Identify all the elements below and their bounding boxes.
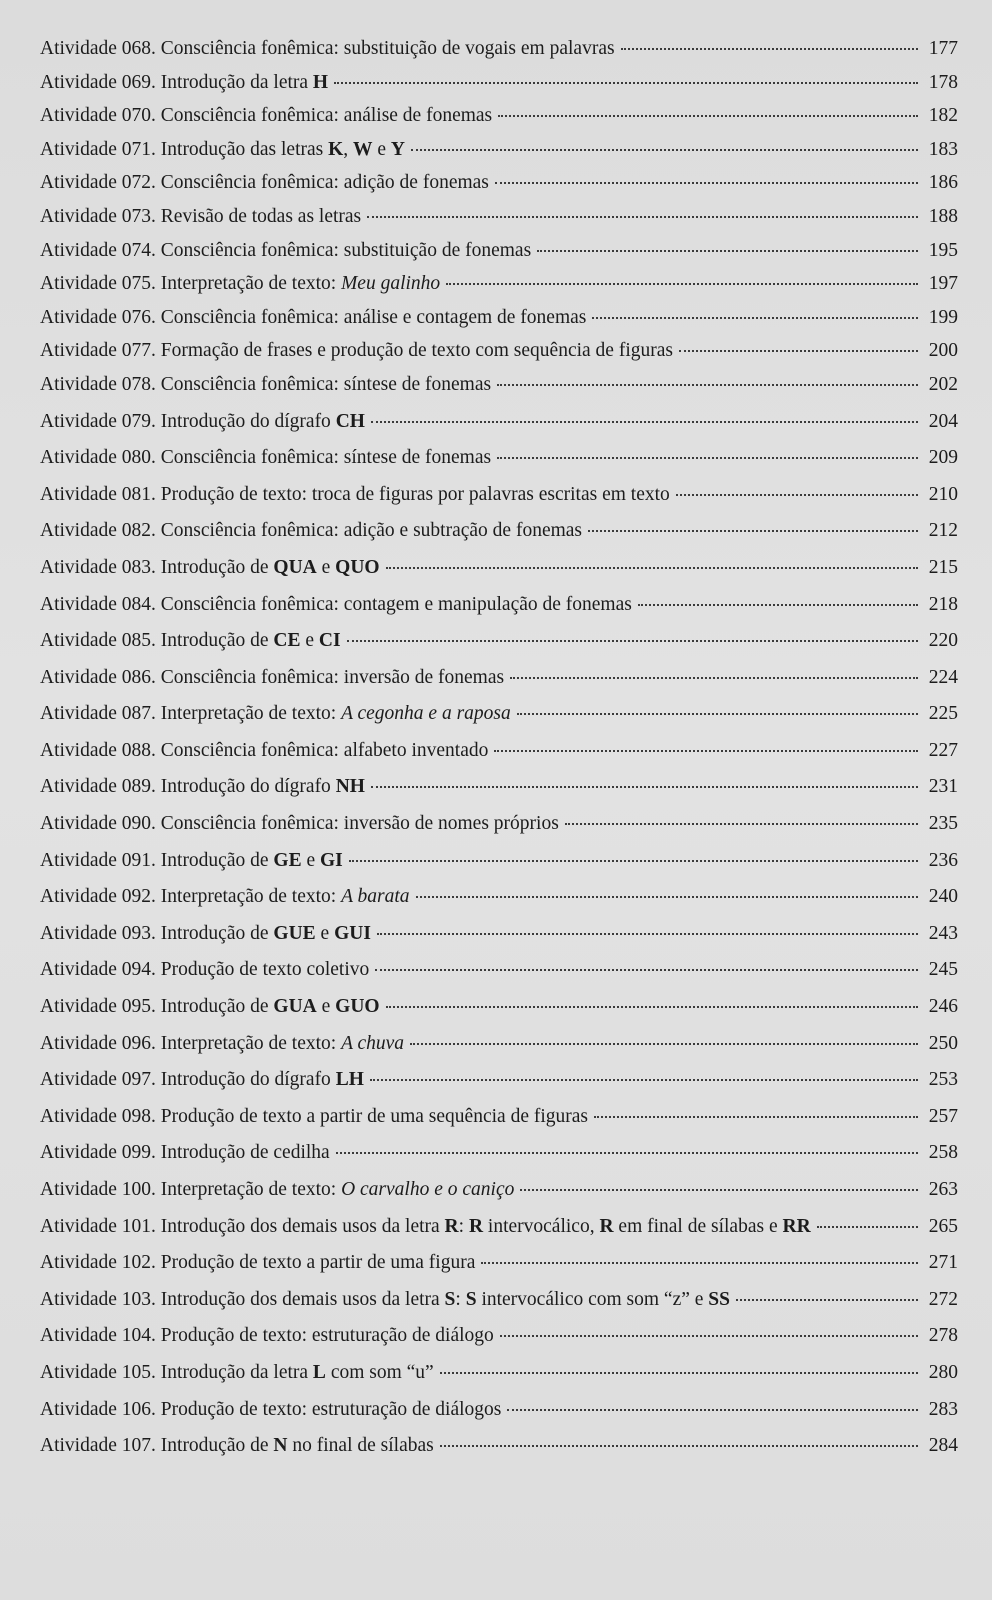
activity-title-segment: Consciência fonêmica: inversão de fonemas bbox=[160, 666, 505, 688]
toc-entry bbox=[40, 374, 958, 411]
page-number: 225 bbox=[928, 703, 958, 725]
dot-leader bbox=[367, 216, 918, 218]
toc-entry bbox=[40, 630, 958, 667]
activity-title-segment: Consciência fonêmica: inversão de nomes próprios bbox=[160, 813, 559, 835]
activity-title-segment: : bbox=[455, 1288, 466, 1310]
activity-number: Atividade 072. bbox=[40, 172, 161, 194]
activity-title-segment: Interpretação de texto: bbox=[160, 886, 342, 908]
activity-title-segment: Consciência fonêmica: substituição de vogais em palavras bbox=[160, 38, 615, 59]
page-number: 257 bbox=[928, 1105, 958, 1127]
activity-number: Atividade 089. bbox=[40, 776, 161, 798]
activity-title-segment: no final de sílabas bbox=[287, 1435, 434, 1457]
activity-title-segment: QUA bbox=[273, 556, 317, 578]
toc-entry-title bbox=[40, 630, 341, 652]
page-number: 183 bbox=[928, 138, 958, 160]
page-number: 186 bbox=[928, 172, 958, 194]
activity-title-segment: Consciência fonêmica: síntese de fonemas bbox=[160, 447, 492, 469]
activity-title-segment: CH bbox=[335, 410, 365, 432]
toc-entry bbox=[40, 307, 958, 341]
page-number: 215 bbox=[928, 556, 958, 578]
activity-number: Atividade 098. bbox=[40, 1105, 161, 1127]
activity-number: Atividade 105. bbox=[40, 1361, 161, 1383]
activity-number: Atividade 099. bbox=[40, 1142, 161, 1164]
dot-leader bbox=[411, 149, 918, 151]
toc-entry bbox=[40, 594, 958, 631]
page-number: 250 bbox=[928, 1032, 958, 1054]
page-number: 240 bbox=[928, 886, 958, 908]
page-number: 235 bbox=[928, 813, 958, 835]
toc-entry-title bbox=[40, 850, 343, 872]
activity-number: Atividade 103. bbox=[40, 1288, 161, 1310]
toc-entry-title bbox=[40, 1399, 501, 1421]
activity-title-segment: com som “u” bbox=[325, 1361, 434, 1383]
page-number: 246 bbox=[928, 996, 958, 1018]
activity-title-segment: Introdução do dígrafo bbox=[160, 1069, 336, 1091]
activity-number: Atividade 083. bbox=[40, 556, 161, 578]
toc-entry bbox=[40, 813, 958, 850]
dot-leader bbox=[371, 421, 918, 423]
toc-entry-title bbox=[40, 206, 361, 228]
dot-leader bbox=[494, 750, 918, 752]
toc-entry-title bbox=[40, 1362, 434, 1384]
activity-number: Atividade 070. bbox=[40, 105, 161, 127]
toc-entry bbox=[40, 172, 958, 206]
dot-leader bbox=[416, 896, 918, 898]
activity-title-segment: GUE bbox=[273, 922, 316, 944]
toc-entry bbox=[40, 273, 958, 307]
toc-entry-title bbox=[40, 886, 410, 908]
dot-leader bbox=[349, 860, 918, 862]
activity-title-segment: e bbox=[315, 922, 335, 944]
page-number: 258 bbox=[928, 1142, 958, 1164]
dot-leader bbox=[676, 494, 918, 496]
activity-title-segment: CE bbox=[273, 630, 301, 652]
toc-entry-title bbox=[40, 240, 531, 262]
toc-entry bbox=[40, 38, 958, 72]
page-number: 218 bbox=[928, 593, 958, 615]
toc-entry-title bbox=[40, 557, 380, 579]
activity-title-segment: : bbox=[458, 1215, 469, 1237]
dot-leader bbox=[481, 1262, 918, 1264]
activity-title-segment: Introdução de bbox=[160, 556, 274, 578]
activity-number: Atividade 101. bbox=[40, 1215, 161, 1237]
activity-title-segment: Introdução de bbox=[160, 849, 274, 871]
dot-leader bbox=[334, 82, 918, 84]
toc-entry bbox=[40, 1069, 958, 1106]
toc-entry bbox=[40, 1106, 958, 1143]
toc-entry-title bbox=[40, 38, 615, 60]
activity-title-segment: Consciência fonêmica: alfabeto inventado bbox=[160, 739, 489, 761]
dot-leader bbox=[592, 317, 918, 319]
activity-title-segment: Produção de texto a partir de uma figura bbox=[160, 1252, 476, 1274]
activity-number: Atividade 077. bbox=[40, 340, 161, 362]
activity-title-segment: GUO bbox=[335, 996, 380, 1018]
activity-title-segment: e bbox=[301, 849, 320, 871]
activity-title-segment: e bbox=[316, 556, 336, 578]
toc-entry bbox=[40, 105, 958, 139]
dot-leader bbox=[410, 1043, 918, 1045]
dot-leader bbox=[497, 384, 918, 386]
activity-number: Atividade 076. bbox=[40, 306, 161, 328]
page-number: 188 bbox=[928, 205, 958, 227]
activity-number: Atividade 088. bbox=[40, 739, 161, 761]
toc-entry bbox=[40, 72, 958, 106]
activity-title-segment: Produção de texto: estruturação de diálogo bbox=[160, 1325, 494, 1347]
dot-leader bbox=[347, 640, 918, 642]
activity-title-segment: R bbox=[599, 1215, 614, 1237]
page-number: 200 bbox=[928, 340, 958, 362]
page-number: 210 bbox=[928, 483, 958, 505]
activity-title-segment: Introdução da letra bbox=[160, 1361, 313, 1383]
toc-entry-title bbox=[40, 776, 365, 798]
activity-number: Atividade 082. bbox=[40, 520, 161, 542]
page-number: 199 bbox=[928, 306, 958, 328]
dot-leader bbox=[386, 567, 918, 569]
toc-entry-title bbox=[40, 1069, 364, 1091]
activity-title-segment: Introdução do dígrafo bbox=[160, 776, 336, 798]
activity-title-segment: S bbox=[465, 1288, 477, 1310]
activity-number: Atividade 097. bbox=[40, 1069, 161, 1091]
page-number: 283 bbox=[928, 1398, 958, 1420]
toc-entry-title bbox=[40, 1179, 514, 1201]
dot-leader bbox=[440, 1372, 918, 1374]
activity-title-segment: O carvalho e o caniço bbox=[341, 1179, 515, 1200]
page-number: 265 bbox=[928, 1215, 958, 1237]
toc-entry-title bbox=[40, 411, 365, 433]
dot-leader bbox=[736, 1299, 918, 1301]
activity-title-segment: GI bbox=[320, 849, 343, 871]
toc-entry bbox=[40, 1362, 958, 1399]
page-number: 178 bbox=[928, 71, 958, 93]
toc-entry bbox=[40, 1179, 958, 1216]
toc-entry bbox=[40, 1142, 958, 1179]
activity-title-segment: Consciência fonêmica: síntese de fonemas bbox=[160, 373, 492, 395]
toc-entry bbox=[40, 340, 958, 374]
toc-entry-title bbox=[40, 1142, 330, 1164]
activity-number: Atividade 102. bbox=[40, 1252, 161, 1274]
activity-title-segment: N bbox=[273, 1435, 288, 1457]
activity-number: Atividade 085. bbox=[40, 630, 161, 652]
activity-title-segment: Introdução de cedilha bbox=[160, 1142, 330, 1164]
activity-title-segment: Introdução dos demais usos da letra bbox=[160, 1288, 445, 1310]
activity-number: Atividade 074. bbox=[40, 239, 161, 261]
activity-title-segment: Introdução do dígrafo bbox=[160, 410, 336, 432]
activity-title-segment: Consciência fonêmica: adição e subtração de fonemas bbox=[160, 520, 583, 542]
activity-number: Atividade 071. bbox=[40, 138, 161, 160]
toc-entry-title bbox=[40, 667, 504, 689]
activity-title-segment: intervocálico, bbox=[483, 1215, 600, 1237]
page-number: 245 bbox=[928, 959, 958, 981]
activity-title-segment: Consciência fonêmica: análise de fonemas bbox=[160, 105, 493, 127]
activity-title-segment: SS bbox=[708, 1288, 730, 1310]
activity-title-segment: Interpretação de texto: bbox=[160, 1032, 342, 1054]
toc-entry bbox=[40, 1216, 958, 1253]
page-number: 272 bbox=[928, 1288, 958, 1310]
activity-number: Atividade 079. bbox=[40, 410, 161, 432]
toc-entry-title bbox=[40, 139, 405, 161]
dot-leader bbox=[386, 1006, 918, 1008]
activity-number: Atividade 106. bbox=[40, 1398, 161, 1420]
toc-entry-title bbox=[40, 520, 582, 542]
toc-entry bbox=[40, 923, 958, 960]
toc-entry-title bbox=[40, 307, 586, 329]
dot-leader bbox=[498, 115, 918, 117]
dot-leader bbox=[497, 457, 918, 459]
activity-title-segment: LH bbox=[335, 1069, 364, 1091]
activity-title-segment: Introdução de bbox=[160, 1435, 274, 1457]
activity-title-segment: GE bbox=[273, 849, 302, 871]
page-number: 195 bbox=[928, 239, 958, 261]
activity-number: Atividade 086. bbox=[40, 666, 161, 688]
page-number: 197 bbox=[928, 273, 958, 295]
toc-entry-title bbox=[40, 923, 371, 945]
table-of-contents bbox=[40, 38, 958, 1472]
activity-title-segment: Produção de texto: troca de figuras por palavras escritas em texto bbox=[160, 483, 670, 505]
dot-leader bbox=[377, 933, 918, 935]
activity-title-segment: intervocálico com som “z” e bbox=[476, 1288, 709, 1310]
toc-entry-title bbox=[40, 813, 559, 835]
activity-title-segment: K bbox=[328, 138, 344, 160]
dot-leader bbox=[621, 48, 918, 50]
dot-leader bbox=[500, 1335, 918, 1337]
page-number: 253 bbox=[928, 1069, 958, 1091]
activity-title-segment: A barata bbox=[341, 886, 410, 908]
activity-title-segment: Consciência fonêmica: análise e contagem de fonemas bbox=[160, 306, 587, 328]
activity-number: Atividade 091. bbox=[40, 849, 161, 871]
activity-title-segment: Interpretação de texto: bbox=[160, 273, 342, 295]
toc-entry-title bbox=[40, 172, 489, 194]
activity-number: Atividade 092. bbox=[40, 886, 161, 908]
activity-title-segment: Introdução de bbox=[160, 996, 274, 1018]
dot-leader bbox=[537, 250, 918, 252]
toc-entry-title bbox=[40, 340, 673, 362]
activity-title-segment: Produção de texto: estruturação de diálogos bbox=[160, 1398, 502, 1420]
activity-number: Atividade 068. bbox=[40, 38, 161, 59]
activity-title-segment: NH bbox=[335, 776, 365, 798]
dot-leader bbox=[507, 1409, 918, 1411]
page-number: 236 bbox=[928, 849, 958, 871]
toc-entry bbox=[40, 484, 958, 521]
toc-entry-title bbox=[40, 1252, 475, 1274]
activity-title-segment: Revisão de todas as letras bbox=[160, 205, 362, 227]
activity-title-segment: Introdução dos demais usos da letra bbox=[160, 1215, 445, 1237]
activity-title-segment: L bbox=[312, 1361, 326, 1383]
activity-title-segment: Consciência fonêmica: contagem e manipulação de fonemas bbox=[160, 593, 632, 615]
dot-leader bbox=[679, 350, 918, 352]
activity-title-segment: CI bbox=[318, 630, 341, 652]
toc-entry bbox=[40, 667, 958, 704]
toc-entry-title bbox=[40, 1033, 404, 1055]
activity-title-segment: W bbox=[353, 138, 373, 160]
toc-entry bbox=[40, 740, 958, 777]
activity-title-segment: Produção de texto a partir de uma sequência de figuras bbox=[160, 1105, 588, 1127]
toc-entry bbox=[40, 959, 958, 996]
toc-entry bbox=[40, 1252, 958, 1289]
page-number: 204 bbox=[928, 410, 958, 432]
page-number: 182 bbox=[928, 105, 958, 127]
activity-title-segment: A chuva bbox=[341, 1032, 405, 1054]
activity-title-segment: GUA bbox=[273, 996, 317, 1018]
activity-number: Atividade 095. bbox=[40, 996, 161, 1018]
toc-entry-title bbox=[40, 447, 491, 469]
activity-title-segment: Introdução das letras bbox=[160, 138, 329, 160]
dot-leader bbox=[370, 1079, 918, 1081]
toc-entry-title bbox=[40, 72, 328, 94]
toc-entry-title bbox=[40, 1289, 730, 1311]
activity-number: Atividade 104. bbox=[40, 1325, 161, 1347]
activity-number: Atividade 075. bbox=[40, 273, 161, 295]
toc-entry bbox=[40, 1435, 958, 1472]
toc-entry bbox=[40, 206, 958, 240]
activity-title-segment: Interpretação de texto: bbox=[160, 703, 342, 725]
toc-entry-title bbox=[40, 273, 440, 295]
activity-title-segment: S bbox=[444, 1288, 456, 1310]
activity-title-segment: Y bbox=[390, 138, 406, 160]
activity-number: Atividade 087. bbox=[40, 703, 161, 725]
dot-leader bbox=[594, 1116, 918, 1118]
dot-leader bbox=[817, 1226, 918, 1228]
page-number: 278 bbox=[928, 1325, 958, 1347]
activity-number: Atividade 100. bbox=[40, 1179, 161, 1200]
page-number: 280 bbox=[928, 1361, 958, 1383]
activity-title-segment: Consciência fonêmica: substituição de fonemas bbox=[160, 239, 532, 261]
toc-entry-title bbox=[40, 1106, 588, 1128]
page-number: 231 bbox=[928, 776, 958, 798]
toc-entry bbox=[40, 520, 958, 557]
activity-number: Atividade 093. bbox=[40, 922, 161, 944]
activity-title-segment: Formação de frases e produção de texto com sequência de figuras bbox=[160, 340, 673, 362]
toc-entry-title bbox=[40, 1216, 811, 1238]
dot-leader bbox=[375, 969, 918, 971]
toc-entry bbox=[40, 1289, 958, 1326]
dot-leader bbox=[588, 530, 918, 532]
activity-title-segment: H bbox=[312, 71, 329, 93]
toc-entry-title bbox=[40, 105, 492, 127]
toc-entry bbox=[40, 850, 958, 887]
activity-title-segment: Meu galinho bbox=[341, 273, 441, 295]
dot-leader bbox=[440, 1445, 918, 1447]
toc-entry bbox=[40, 447, 958, 484]
activity-number: Atividade 094. bbox=[40, 959, 161, 981]
activity-number: Atividade 069. bbox=[40, 71, 161, 93]
activity-number: Atividade 090. bbox=[40, 813, 161, 835]
activity-number: Atividade 080. bbox=[40, 447, 161, 469]
activity-title-segment: R bbox=[444, 1215, 459, 1237]
activity-title-segment: QUO bbox=[335, 556, 380, 578]
activity-title-segment: Introdução de bbox=[160, 922, 274, 944]
dot-leader bbox=[446, 283, 918, 285]
dot-leader bbox=[565, 823, 918, 825]
dot-leader bbox=[495, 182, 918, 184]
dot-leader bbox=[510, 677, 918, 679]
page-number: 202 bbox=[928, 373, 958, 395]
page-number: 243 bbox=[928, 922, 958, 944]
toc-entry bbox=[40, 1399, 958, 1436]
toc-entry-title bbox=[40, 1325, 494, 1347]
dot-leader bbox=[638, 604, 918, 606]
page-number: 271 bbox=[928, 1252, 958, 1274]
activity-number: Atividade 084. bbox=[40, 593, 161, 615]
activity-title-segment: em final de sílabas e bbox=[613, 1215, 783, 1237]
page-number: 224 bbox=[928, 666, 958, 688]
toc-entry bbox=[40, 776, 958, 813]
activity-title-segment: RR bbox=[782, 1215, 811, 1237]
page-number: 212 bbox=[928, 520, 958, 542]
toc-entry-title bbox=[40, 703, 511, 725]
activity-title-segment: Introdução da letra bbox=[160, 71, 313, 93]
activity-title-segment: Produção de texto coletivo bbox=[160, 959, 370, 981]
activity-number: Atividade 073. bbox=[40, 205, 161, 227]
activity-title-segment: GUI bbox=[334, 922, 371, 944]
toc-entry-title bbox=[40, 374, 491, 396]
toc-entry bbox=[40, 411, 958, 448]
activity-title-segment: Introdução de bbox=[160, 630, 274, 652]
toc-entry bbox=[40, 139, 958, 173]
activity-title-segment: Interpretação de texto: bbox=[160, 1179, 342, 1200]
toc-entry-title bbox=[40, 594, 632, 616]
toc-entry bbox=[40, 703, 958, 740]
activity-title-segment: , bbox=[343, 138, 354, 160]
dot-leader bbox=[517, 713, 918, 715]
activity-number: Atividade 078. bbox=[40, 373, 161, 395]
toc-entry-title bbox=[40, 484, 670, 506]
page-number: 263 bbox=[928, 1179, 958, 1200]
dot-leader bbox=[336, 1152, 918, 1154]
page-number: 209 bbox=[928, 447, 958, 469]
page-number: 177 bbox=[928, 38, 958, 59]
activity-title-segment: e bbox=[372, 138, 391, 160]
toc-entry bbox=[40, 886, 958, 923]
activity-title-segment: R bbox=[468, 1215, 484, 1237]
activity-number: Atividade 107. bbox=[40, 1435, 161, 1457]
toc-entry bbox=[40, 1033, 958, 1070]
toc-entry-title bbox=[40, 996, 380, 1018]
activity-title-segment: e bbox=[300, 630, 319, 652]
toc-entry-title bbox=[40, 959, 369, 981]
activity-title-segment: e bbox=[316, 996, 336, 1018]
activity-title-segment: Consciência fonêmica: adição de fonemas bbox=[160, 172, 489, 194]
page-number: 220 bbox=[928, 630, 958, 652]
dot-leader bbox=[520, 1189, 918, 1191]
toc-entry bbox=[40, 240, 958, 274]
toc-entry bbox=[40, 1325, 958, 1362]
activity-number: Atividade 081. bbox=[40, 483, 161, 505]
toc-entry bbox=[40, 996, 958, 1033]
toc-entry-title bbox=[40, 1435, 434, 1457]
toc-entry bbox=[40, 557, 958, 594]
activity-number: Atividade 096. bbox=[40, 1032, 161, 1054]
toc-entry-title bbox=[40, 740, 488, 762]
activity-title-segment: A cegonha e a raposa bbox=[341, 703, 511, 725]
page-number: 284 bbox=[928, 1435, 958, 1457]
dot-leader bbox=[371, 786, 918, 788]
page-number: 227 bbox=[928, 739, 958, 761]
